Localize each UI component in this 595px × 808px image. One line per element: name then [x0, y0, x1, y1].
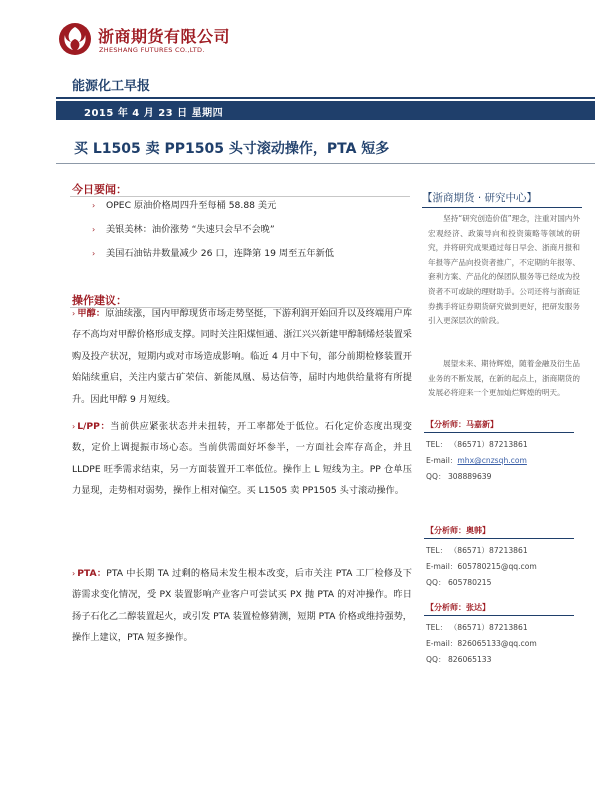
advice-paragraph-methanol [72, 303, 412, 410]
analyst-qq: QQ： 308889639 [426, 472, 492, 481]
advice-paragraph-lpp [72, 416, 412, 502]
research-center-outlook: 展望未来、期待辉煌，随着金融及衍生品业务的不断发展，在新的起点上，浙商期货的发展必将迎来一个更加灿烂辉煌的明天。 [428, 359, 580, 398]
analyst-email-row [424, 559, 582, 575]
analyst-email-row [424, 636, 582, 652]
company-name-en: ZHESHANG FUTURES CO.,LTD. [99, 46, 205, 54]
news-item [92, 224, 412, 236]
email-label: E-mail： [426, 562, 458, 571]
advice-text: PTA 中长期 TA 过剩的格局未发生根本改变，后市关注 PTA 工厂检修及下游需求变化情况，受 PX 装置影响产业客户可尝试买 PX 抛 PTA 的对冲操作。昨日扬子石化乙二醇装置起火，或引发 PTA 装置检修猜测，短期 PTA 价格或维持强势，操作上建议，PTA 短多操作。 [72, 568, 412, 644]
advice-label: PTA： [77, 568, 107, 579]
email-label: E-mail： [426, 639, 458, 648]
analyst-email-link[interactable]: mhx@cnzsqh.com [457, 456, 527, 465]
email-label: E-mail： [426, 456, 458, 465]
analyst-tel: TEL： （86571）87213861 [426, 623, 528, 632]
news-item-text: OPEC 原油价格周四升至每桶 58.88 美元 [106, 200, 277, 211]
today-news-underline [70, 196, 410, 197]
analyst-card [424, 602, 582, 668]
bullet-icon: › [92, 225, 96, 234]
advice-text: 当前供应紧张状态并未扭转，开工率都处于低位。石化定价态度出现变数，定价上调提振市场心态。当前供需面好坏参半，一方面社会库存高企，并且 LLDPE 旺季需求结束，另一方面装置开工率低位。操作上 L 短线为主。PP 仓单压力显现，走势相对弱势，操作上相对偏空。买 L1505 卖 PP1505 头寸滚动操作。 [72, 421, 412, 497]
news-item [92, 200, 412, 212]
advice-title: 操作建议： [72, 294, 127, 307]
analyst-name: 【分析师：奥韩】 [426, 526, 490, 535]
advice-label: L/PP： [77, 421, 111, 432]
bullet-icon: › [72, 422, 76, 431]
bullet-icon: › [72, 569, 76, 578]
news-item-text: 美国石油钻井数量减少 26 口，连降第 19 周至五年新低 [106, 248, 334, 259]
analyst-email-row [424, 453, 582, 469]
analyst-qq: QQ： 826065133 [426, 655, 492, 664]
analyst-name: 【分析师：张达】 [426, 603, 490, 612]
report-date: 2015 年 4 月 23 日 星期四 [84, 108, 224, 119]
title-divider [56, 97, 595, 99]
research-center-title: 【浙商期货 · 研究中心】 [422, 192, 538, 204]
analyst-card [424, 525, 582, 591]
analyst-name: 【分析师：马嘉新】 [426, 420, 498, 429]
analyst-tel: TEL： （86571）87213861 [426, 546, 528, 555]
company-logo-icon [58, 22, 92, 56]
company-name-cn: 浙商期货有限公司 [98, 27, 231, 46]
headline-divider [56, 163, 595, 164]
news-item [92, 248, 412, 260]
bullet-icon: › [92, 201, 96, 210]
news-item-text: 美银美林：油价涨势 “失速只会早不会晚” [106, 224, 275, 235]
analyst-email: 826065133@qq.com [457, 639, 537, 648]
advice-label: 甲醇： [77, 308, 106, 319]
headline: 买 L1505 卖 PP1505 头寸滚动操作，PTA 短多 [74, 141, 390, 157]
bullet-icon: › [72, 309, 76, 318]
advice-text: 原油续涨，国内甲醇现货市场走势坚挺，下游利润开始回升以及终端用户库存不高均对甲醇价格形成支撑。同时关注阳煤恒通、浙江兴兴新建甲醇制烯烃装置采购及投产状况，短期内或对市场造成影响。临近 4 月中下旬，部分前期检修装置开始陆续重启，关注内蒙古矿荣信、新能凤凰、易达信等，届时内地供给量将有所提升。因此甲醇 9 月短线。 [72, 308, 413, 405]
analyst-divider [424, 615, 574, 616]
analyst-divider [424, 538, 574, 539]
analyst-qq: QQ： 605780215 [426, 578, 492, 587]
analyst-divider [424, 432, 574, 433]
research-center-intro: 坚持“研究创造价值”理念，注重对国内外宏观经济、政策导向和投资策略等领域的研究，并将研究成果通过每日早会、浙商月报和年报等产品向投资者推广，不定期的年报等、套利方案、产品化的保团队服务等已经成为投资者不可或缺的理财助手。公司还将与浙商证券携手将证券期货研究做到更好，把研发服务引入更深层次的阶段。 [428, 214, 580, 326]
analyst-tel: TEL： （86571）87213861 [426, 440, 528, 449]
analyst-card [424, 419, 582, 485]
today-news-title: 今日要闻： [72, 183, 127, 196]
analyst-email: 605780215@qq.com [457, 562, 537, 571]
research-center-divider [422, 207, 582, 208]
report-title: 能源化工早报 [72, 79, 151, 94]
advice-paragraph-pta [72, 563, 412, 649]
today-news-list [92, 200, 412, 272]
bullet-icon: › [92, 249, 96, 258]
